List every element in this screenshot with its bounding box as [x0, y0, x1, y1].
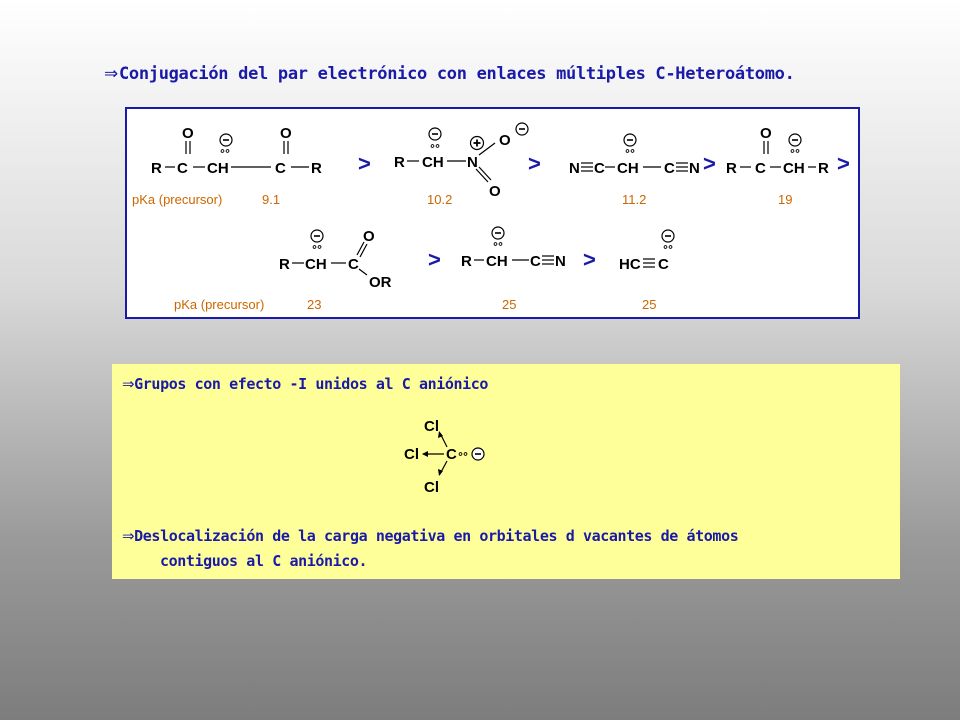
svg-text:N: N	[569, 160, 580, 177]
pka-label-row2: pKa (precursor)	[174, 297, 265, 312]
svg-text:C: C	[177, 160, 188, 177]
structure-malononitrile-anion	[569, 134, 700, 177]
svg-text:CH: CH	[422, 154, 444, 171]
svg-text:C: C	[755, 160, 766, 177]
svg-text:R: R	[394, 154, 405, 171]
svg-text:C: C	[664, 160, 675, 177]
implies-arrow-icon: ⇒	[122, 527, 135, 545]
structure-ketone-enolate	[726, 125, 829, 177]
svg-text:C: C	[348, 256, 359, 273]
structure-nitrile-anion	[461, 227, 566, 270]
greater-than-6: >	[583, 247, 596, 272]
svg-text:R: R	[279, 256, 290, 273]
svg-text:R: R	[818, 160, 829, 177]
svg-text:C: C	[594, 160, 605, 177]
bullet-inductive-groups	[122, 375, 488, 393]
implies-arrow-icon: ⇒	[122, 375, 135, 393]
bullet-d-orbital-text: Deslocalización de la carga negativa en orbitales d vacantes de átomos	[134, 527, 739, 545]
trichloromethyl-anion-diagram	[402, 414, 522, 499]
greater-than-1: >	[358, 151, 371, 176]
pka-label-row1: pKa (precursor)	[132, 192, 223, 207]
structure-ester-enolate	[279, 228, 392, 291]
pka-value-4: 19	[778, 192, 793, 207]
heading-text: Conjugación del par electrónico con enlaces múltiples C-Heteroátomo.	[118, 64, 795, 84]
svg-text:C: C	[530, 253, 541, 270]
svg-text:O: O	[182, 125, 194, 142]
svg-text:R: R	[726, 160, 737, 177]
svg-text:O: O	[499, 132, 511, 149]
pka-value-2: 10.2	[427, 192, 453, 207]
greater-than-2: >	[528, 151, 541, 176]
svg-text:O: O	[280, 125, 292, 142]
svg-text:R: R	[311, 160, 322, 177]
svg-text:N: N	[689, 160, 700, 177]
greater-than-4: >	[837, 151, 850, 176]
svg-text:Cl: Cl	[424, 479, 439, 496]
svg-text:HC: HC	[619, 256, 641, 273]
svg-text:C: C	[275, 160, 286, 177]
pka-value-1: 9.1	[262, 192, 281, 207]
implies-arrow-icon: ⇒	[104, 64, 118, 84]
bullet-inductive-text: Grupos con efecto -I unidos al C aniónico	[134, 375, 489, 393]
structure-acetylide-anion	[619, 230, 674, 273]
svg-text:CH: CH	[783, 160, 805, 177]
inductive-effect-panel	[112, 364, 900, 579]
bullet-d-orbital-line2: contiguos al C aniónico.	[160, 552, 368, 570]
carbanion-structures-diagram	[127, 109, 858, 317]
svg-text:R: R	[151, 160, 162, 177]
slide-heading	[104, 64, 795, 84]
carbanion-stability-panel	[125, 107, 860, 319]
pka-value-7: 25	[642, 297, 657, 312]
svg-text:O: O	[760, 125, 772, 142]
svg-text:C: C	[658, 256, 669, 273]
svg-text:N: N	[555, 253, 566, 270]
svg-text:O: O	[489, 183, 501, 200]
svg-text:R: R	[461, 253, 472, 270]
svg-text:Cl: Cl	[404, 446, 419, 463]
svg-text:Cl: Cl	[424, 418, 439, 435]
pka-value-5: 23	[307, 297, 322, 312]
svg-text:CH: CH	[617, 160, 639, 177]
pka-value-6: 25	[502, 297, 517, 312]
bullet-d-orbital-line1	[122, 527, 738, 545]
svg-text:CH: CH	[486, 253, 508, 270]
svg-text:N: N	[467, 154, 478, 171]
pka-value-3: 11.2	[622, 192, 647, 207]
greater-than-5: >	[428, 247, 441, 272]
svg-text:CH: CH	[207, 160, 229, 177]
greater-than-3: >	[703, 151, 716, 176]
structure-acetylacetone-anion	[151, 125, 322, 177]
svg-text:CH: CH	[305, 256, 327, 273]
svg-text:C: C	[446, 446, 457, 463]
svg-text:O: O	[363, 228, 375, 245]
svg-text:OR: OR	[369, 274, 392, 291]
structure-nitroalkane-anion	[394, 123, 528, 200]
